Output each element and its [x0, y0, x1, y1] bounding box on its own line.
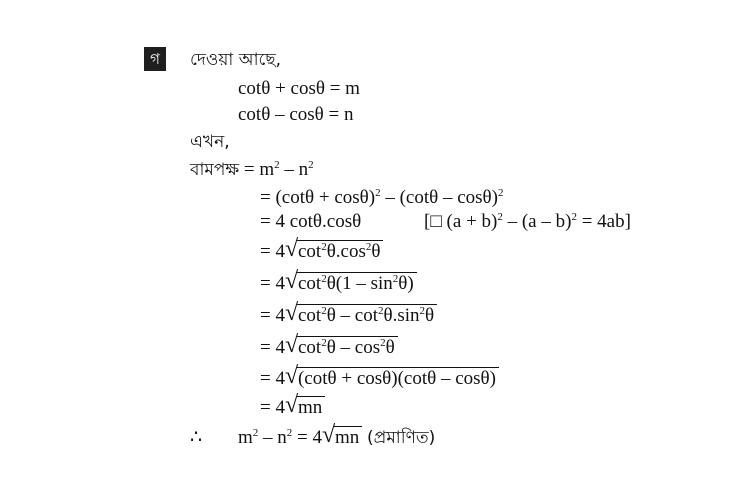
- given-equation-1: cotθ + cosθ = m: [238, 78, 360, 99]
- given-label: দেওয়া আছে,: [190, 50, 282, 70]
- square-root: √ $\cot^2\theta - \cot^2\theta.\sin^2\theta$: [285, 304, 437, 328]
- step-4: = 4 √ $\cot^2\theta(1 - \sin^2\theta)$: [260, 272, 417, 296]
- given-equation-2: cotθ – cosθ = n: [238, 104, 354, 125]
- square-root: √ mn: [322, 426, 362, 450]
- step-6: = 4 √ $\cot^2\theta - \cos^2\theta$: [260, 336, 398, 360]
- square-root: √ $\cot^2\theta.\cos^2\theta$: [285, 240, 384, 264]
- step-1: = $(\cot\theta + \cos\theta)^2 - (\cot\theta - \cos\theta)^2$: [260, 187, 504, 208]
- step-7: = 4 √ (cotθ + cosθ)(cotθ – cosθ): [260, 367, 499, 391]
- lhs-line: বামপক্ষ = $m^2 - n^2$: [190, 159, 314, 180]
- section-badge: গ: [144, 47, 166, 71]
- square-root: √ $\cot^2\theta - \cos^2\theta$: [285, 336, 398, 360]
- proved-label: (প্রমাণিত): [367, 428, 436, 448]
- square-root: √ (cotθ + cosθ)(cotθ – cosθ): [285, 367, 499, 391]
- step-3: = 4 √ $\cot^2\theta.\cos^2\theta$: [260, 240, 383, 264]
- now-label: এখন,: [190, 132, 230, 152]
- square-root: √ $\cot^2\theta(1 - \sin^2\theta)$: [285, 272, 417, 296]
- conclusion-line: ∴ $m^2 - n^2 = 4$ √ mn (প্রমাণিত): [190, 422, 436, 448]
- step-2: = 4 cotθ.cosθ [□ $(a + b)^2 - (a - b)^2 = 4ab$]: [260, 211, 631, 232]
- identity-hint: [□ $(a + b)^2 - (a - b)^2 = 4ab$]: [424, 211, 631, 232]
- square-root: √ mn: [285, 396, 325, 420]
- step-8: = 4 √ mn: [260, 396, 325, 420]
- therefore-symbol: ∴: [190, 427, 203, 448]
- step-5: = 4 √ $\cot^2\theta - \cot^2\theta.\sin^2\theta$: [260, 304, 437, 328]
